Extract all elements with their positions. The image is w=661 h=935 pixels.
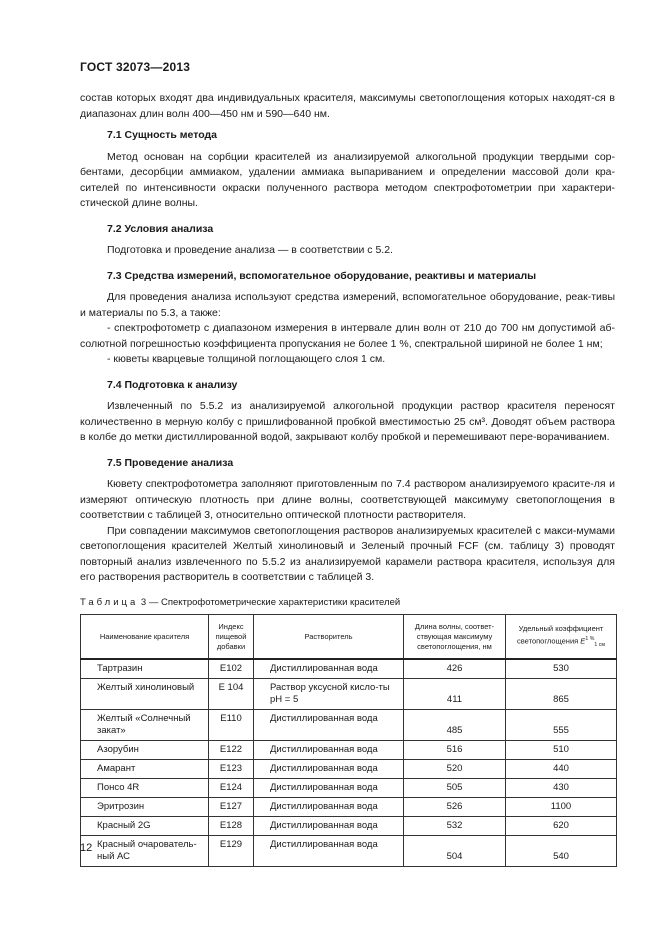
table-caption	[80, 595, 615, 611]
cell-food-additive-index: E127	[209, 798, 254, 817]
cell-solvent: Дистиллированная вода	[254, 659, 404, 679]
cell-solvent: Дистиллированная вода	[254, 779, 404, 798]
cell-dye-name: Понсо 4R	[81, 779, 209, 798]
section-7-3-title: 7.3 Средства измерений, вспомогательное оборудование, реактивы и материалы	[107, 269, 537, 282]
cell-dye-name: Тартразин	[81, 659, 209, 679]
cell-solvent: Дистиллированная вода	[254, 741, 404, 760]
cell-food-additive-index: E124	[209, 779, 254, 798]
section-7-4-text: Извлеченный по 5.5.2 из анализируемой алкогольной продукции раствор красителя переносят количественно в мерную колбу с пришлифованной пробкой вместимостью 25 см³. Доводят объем раствора в колбе до метки дистиллированной водой, закрывают колбу пробкой и перемешивают пере-ворачиванием.	[80, 400, 615, 443]
cell-absorption-coefficient: 555	[506, 710, 617, 741]
page-number: 12	[80, 842, 93, 854]
cell-food-additive-index: E110	[209, 710, 254, 741]
cell-wavelength: 505	[404, 779, 506, 798]
cell-dye-name: Желтый хинолиновый	[81, 679, 209, 710]
cell-wavelength: 532	[404, 817, 506, 836]
table-row	[81, 779, 617, 798]
cell-solvent: Дистиллированная вода	[254, 760, 404, 779]
cell-solvent: Дистиллированная вода	[254, 836, 404, 867]
cell-dye-name: Амарант	[81, 760, 209, 779]
cell-absorption-coefficient: 530	[506, 659, 617, 679]
cell-dye-name: Эритрозин	[81, 798, 209, 817]
cell-food-additive-index: E122	[209, 741, 254, 760]
cell-dye-name: Красный очарователь-ный АС	[81, 836, 209, 867]
table-row	[81, 760, 617, 779]
section-7-3-text: Для проведения анализа используют средства измерений, вспомогательное оборудование, реак-тивы и материалы по 5.3, а также:	[80, 291, 615, 319]
cell-wavelength: 485	[404, 710, 506, 741]
cell-absorption-coefficient: 620	[506, 817, 617, 836]
table-row	[81, 659, 617, 679]
document-body	[80, 91, 615, 867]
section-7-2-text: Подготовка и проведение анализа — в соответствии с 5.2.	[107, 244, 393, 256]
cell-absorption-coefficient: 540	[506, 836, 617, 867]
cell-wavelength: 520	[404, 760, 506, 779]
section-7-1-title: 7.1 Сущность метода	[107, 129, 218, 141]
header-dye-name: Наименование красителя	[81, 615, 209, 660]
cell-absorption-coefficient: 440	[506, 760, 617, 779]
header-food-additive-index: Индекс пищевой добавки	[209, 615, 254, 660]
cell-dye-name: Желтый «Солнечный закат»	[81, 710, 209, 741]
table-row	[81, 817, 617, 836]
cell-dye-name: Красный 2G	[81, 817, 209, 836]
cell-absorption-coefficient: 1100	[506, 798, 617, 817]
table-row	[81, 710, 617, 741]
cell-absorption-coefficient: 865	[506, 679, 617, 710]
cell-wavelength: 411	[404, 679, 506, 710]
cell-wavelength: 516	[404, 741, 506, 760]
cell-solvent: Раствор уксусной кисло-ты pH = 5	[254, 679, 404, 710]
table-caption-text: 3 — Спектрофотометрические характеристики красителей	[140, 596, 401, 608]
section-7-1-text: Метод основан на сорбции красителей из анализируемой алкогольной продукции твердыми сор-бентами, десорбции аммиаком, удалении аммиака выпариванием и определении массовой доли кра-сителей по интенсивности окраски полученного раствора методом спектрофотометрии при характери-стической длине волны.	[80, 150, 615, 209]
cell-solvent: Дистиллированная вода	[254, 798, 404, 817]
section-7-3-item-spectrophotometer: - спектрофотометр с диапазоном измерения в интервале длин волн от 210 до 700 нм допустимой аб-солютной погрешностью коэффициента пропускания не более 1 %, спектральной шириной не более 1 нм;	[80, 322, 615, 350]
section-7-5-text-1: Кювету спектрофотометра заполняют приготовленным по 7.4 раствором анализируемого красите-ля и измеряют оптическую плотность при длине волны, соответствующей максимуму светопоглощения в соответствии с таблицей 3, относительно оптической плотности растворителя.	[80, 478, 615, 521]
cell-wavelength: 526	[404, 798, 506, 817]
section-7-3-item-cuvettes: - кюветы кварцевые толщиной поглощающего слоя 1 см.	[107, 353, 386, 365]
section-7-5-title: 7.5 Проведение анализа	[107, 456, 234, 469]
cell-absorption-coefficient: 430	[506, 779, 617, 798]
cell-food-additive-index: E129	[209, 836, 254, 867]
cell-food-additive-index: E128	[209, 817, 254, 836]
header-solvent: Растворитель	[254, 615, 404, 660]
cell-dye-name: Азорубин	[81, 741, 209, 760]
cell-absorption-coefficient: 510	[506, 741, 617, 760]
document-header: ГОСТ 32073—2013	[80, 60, 191, 74]
cell-food-additive-index: E 104	[209, 679, 254, 710]
table-caption-word: Таблица	[80, 596, 139, 608]
table-row	[81, 798, 617, 817]
header-wavelength: Длина волны, соответ-ствующая максимуму светопоглощения, нм	[404, 615, 506, 660]
table-row	[81, 679, 617, 710]
header-absorption-coefficient: Удельный коэффициент светопоглощения $E^{1 \%}_{1 см}$	[506, 615, 617, 660]
cell-wavelength: 504	[404, 836, 506, 867]
cell-solvent: Дистиллированная вода	[254, 817, 404, 836]
section-7-5-text-2: При совпадении максимумов светопоглощения растворов анализируемых красителей с макси-мумами светопоглощения красителей Желтый хинолиновый и Зеленый прочный FCF (см. таблицу 3) проводят повторный анализ извлеченного по 5.5.2 из анализируемой карамели раствора красителя, используя для его растворения растворитель в соответствии с таблицей 3.	[80, 524, 615, 583]
cell-food-additive-index: E102	[209, 659, 254, 679]
section-7-2-title: 7.2 Условия анализа	[107, 222, 214, 235]
table-row	[81, 836, 617, 867]
dye-characteristics-table	[80, 614, 617, 867]
cell-wavelength: 426	[404, 659, 506, 679]
table-row	[81, 741, 617, 760]
cell-solvent: Дистиллированная вода	[254, 710, 404, 741]
intro-paragraph: состав которых входят два индивидуальных красителя, максимумы светопоглощения которых находят-ся в диапазонах длин волн 400—450 нм и 590—640 нм.	[80, 92, 615, 120]
section-7-4-title: 7.4 Подготовка к анализу	[107, 378, 238, 391]
cell-food-additive-index: E123	[209, 760, 254, 779]
